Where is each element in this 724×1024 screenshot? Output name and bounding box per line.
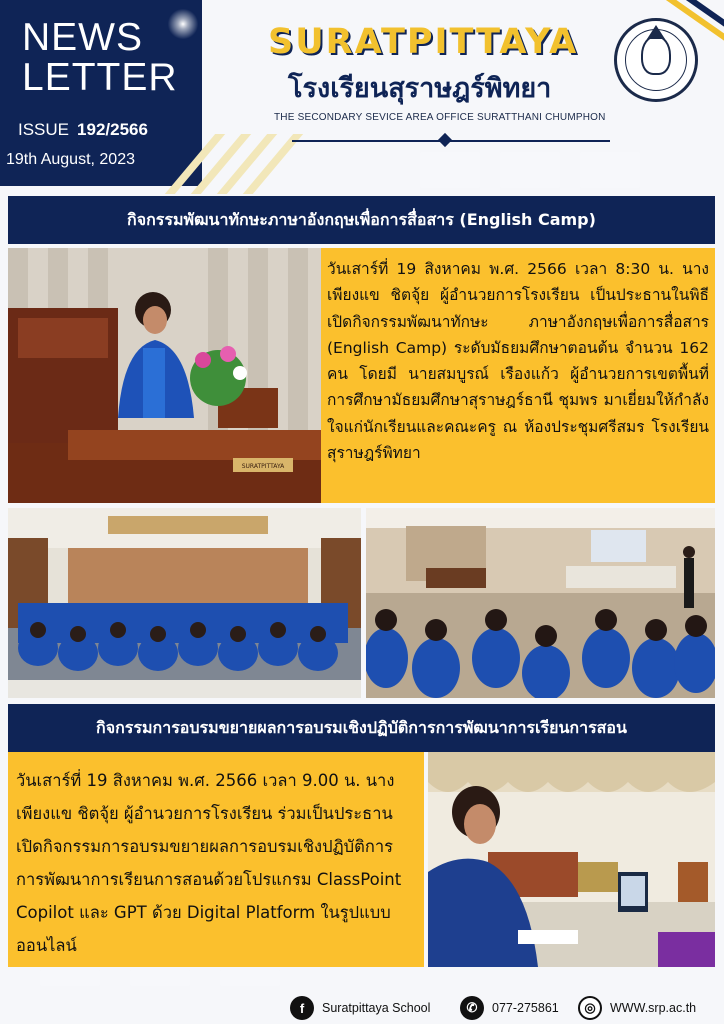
footer: [0, 988, 724, 1024]
footer-phone[interactable]: [460, 996, 559, 1020]
issue-label: ISSUE: [18, 120, 70, 139]
school-name-en: SURATPITTAYA: [268, 22, 579, 62]
globe-icon: ◎: [578, 996, 602, 1020]
section-1-textbox: [321, 248, 715, 503]
background-tile: [220, 970, 280, 986]
background-tile: [130, 970, 190, 986]
phone-number: 077-275861: [492, 1001, 559, 1015]
podium-sign-text: SURATPITTAYA: [241, 463, 285, 470]
section-1-title: กิจกรรมพัฒนาทักษะภาษาอังกฤษเพื่อการสื่อสาร (English Camp): [8, 196, 715, 244]
facebook-icon: f: [290, 996, 314, 1020]
school-subtitle: THE SECONDARY SEVICE AREA OFFICE SURATTHANI CHUMPHON: [274, 112, 606, 123]
section-2-title: กิจกรรมการอบรมขยายผลการอบรมเชิงปฏิบัติการการพัฒนาการเรียนการสอน: [8, 704, 715, 752]
photo-online-meeting: [428, 752, 715, 967]
section-2-textbox: [8, 752, 424, 967]
corner-decoration: [664, 0, 724, 50]
school-name-th: โรงเรียนสุราษฎร์พิทยา: [288, 73, 552, 104]
title-line-1: NEWS: [22, 16, 143, 59]
photo-director-podium: [8, 248, 321, 503]
issue-info: [18, 120, 148, 140]
footer-website[interactable]: [578, 996, 696, 1020]
footer-facebook[interactable]: [290, 996, 430, 1020]
phone-icon: ✆: [460, 996, 484, 1020]
newsletter-title: [22, 18, 178, 98]
photo-hall-students: [8, 508, 361, 698]
title-line-2: LETTER: [22, 56, 178, 99]
photo-classroom-presentation: [366, 508, 715, 698]
issue-number: 192/2566: [77, 120, 148, 139]
section-1-body: วันเสาร์ที่ 19 สิงหาคม พ.ศ. 2566 เวลา 8:30 น. นางเพียงแข ชิตจุ้ย ผู้อำนวยการโรงเรียน เป็นประธานในพิธีเปิดกิจกรรมพัฒนาทักษะ ภาษาอังกฤษเพื่อการสื่อสาร (English Camp) ระดับมัธยมศึกษาตอนต้น จำนวน 162 คน โดยมี นายสมบูรณ์ เรืองแก้ว ผู้อำนวยการเขตพื้นที่ การศึกษามัธยมศึกษาสุราษฎร์ธานี ชุมพร มาเยี่ยมให้กำลังใจแก่นักเรียนและคณะครู ณ ห้องประชุมศรีสมร โรงเรียนสุราษฎร์พิทยา: [327, 260, 709, 463]
website-link: WWW.srp.ac.th: [610, 1001, 697, 1015]
background-tile: [40, 970, 100, 986]
issue-date: 19th August, 2023: [6, 151, 135, 168]
stripe-decoration: [170, 140, 290, 190]
facebook-label: Suratpittaya School: [322, 1001, 431, 1015]
background-tile: [500, 152, 560, 188]
section-2-body: วันเสาร์ที่ 19 สิงหาคม พ.ศ. 2566 เวลา 9.00 น. นางเพียงแข ชิตจุ้ย ผู้อำนวยการโรงเรียน ร่วมเป็นประธานเปิดกิจกรรมการอบรมขยายผลการอบรมเชิงปฏิบัติการการพัฒนาการเรียนการสอนด้วยโปรแกรม ClassPoint Copilot และ GPT ด้วย Digital Platform ในรูปแบบออนไลน์: [16, 771, 402, 955]
background-tile: [420, 152, 480, 188]
background-tile: [580, 152, 640, 188]
